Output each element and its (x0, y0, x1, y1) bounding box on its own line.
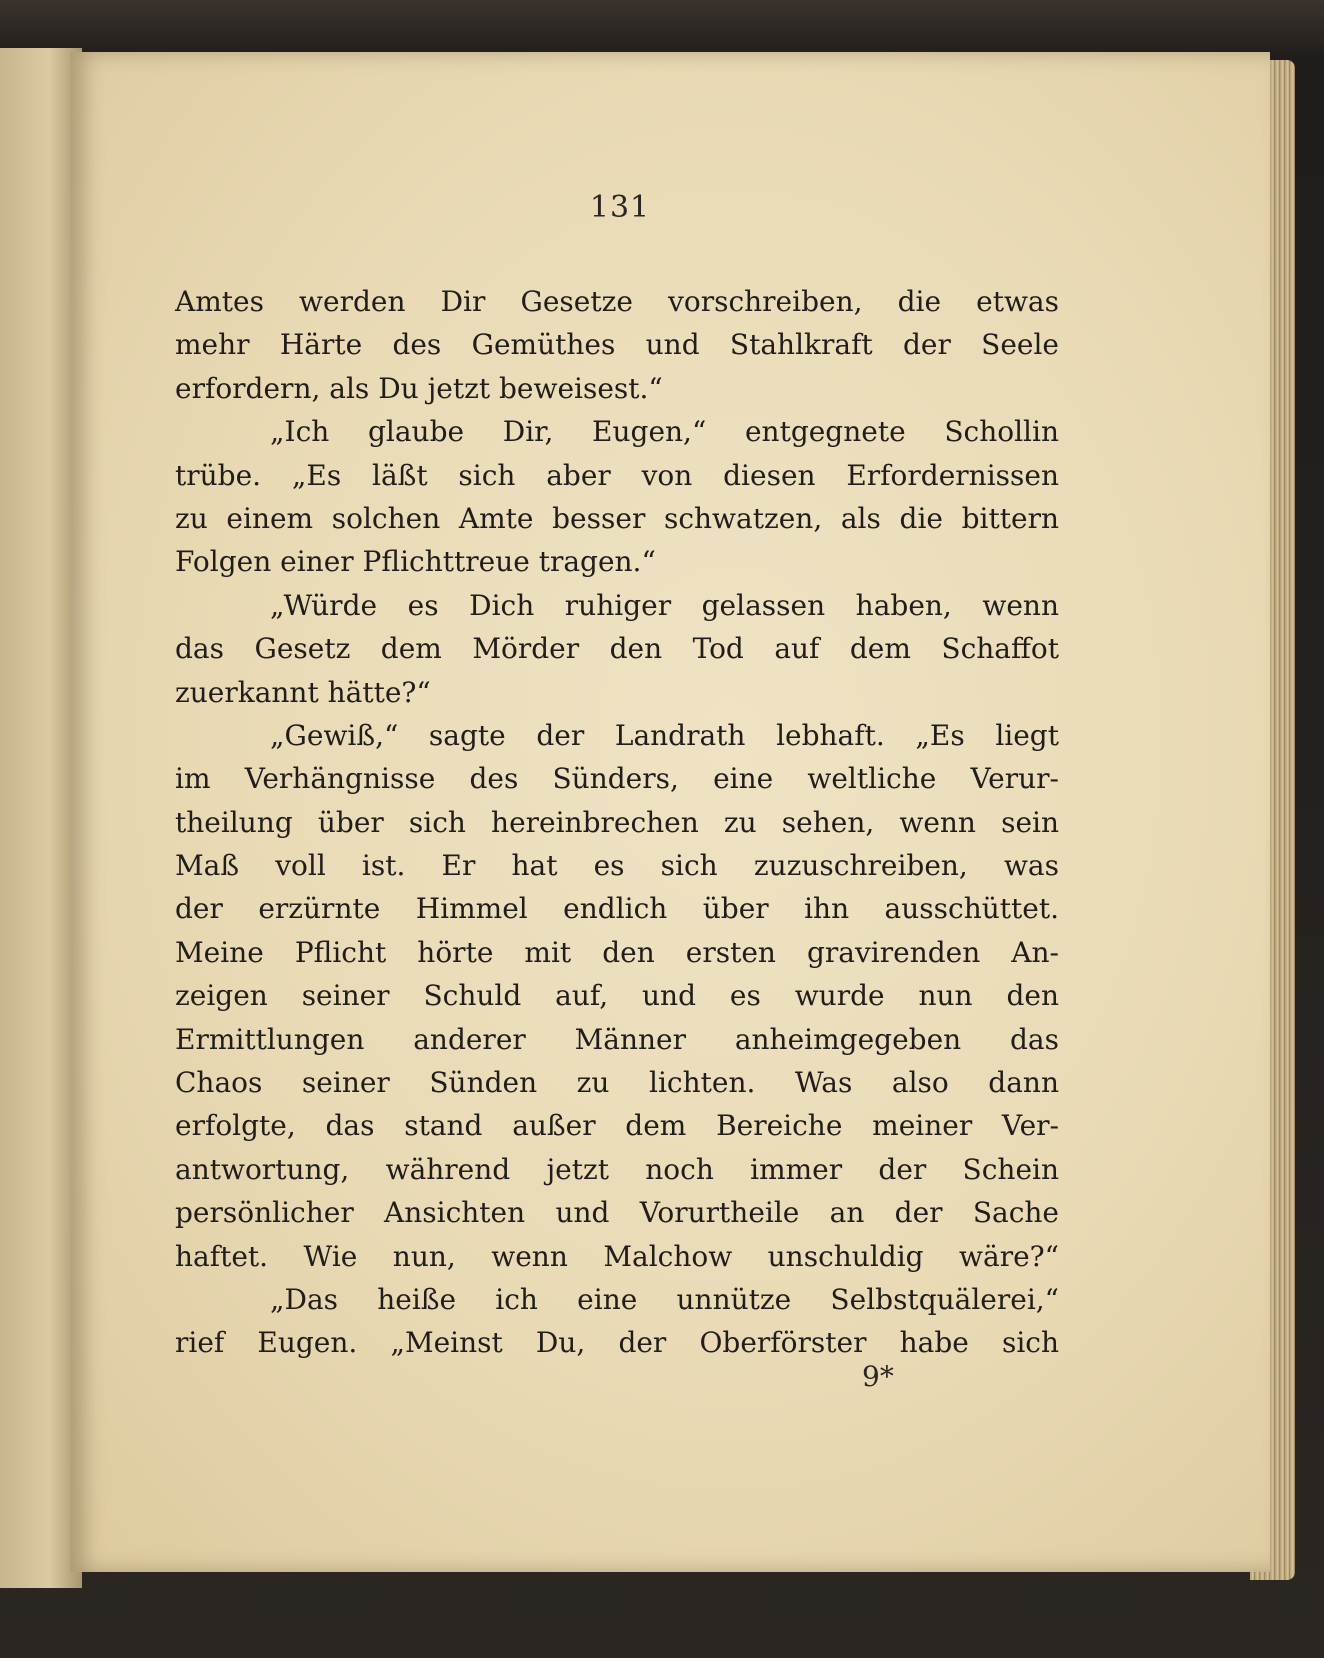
text-line: der erzürnte Himmel endlich über ihn ausschüttet. (175, 892, 1059, 926)
text-line: „Das heiße ich eine unnütze Selbstquälerei,“ (270, 1282, 1059, 1316)
text-line: zeigen seiner Schuld auf, und es wurde nun den (175, 979, 1059, 1013)
text-line: trübe. „Es läßt sich aber von diesen Erfordernissen (175, 458, 1059, 492)
signature-mark: 9* (862, 1360, 894, 1393)
body-text (175, 280, 1059, 1365)
text-line: rief Eugen. „Meinst Du, der Oberförster habe sich (175, 1326, 1059, 1360)
text-line: theilung über sich hereinbrechen zu sehen, wenn sein (175, 805, 1059, 839)
text-line: Folgen einer Pflichttreue tragen.“ (175, 545, 656, 579)
text-line: antwortung, während jetzt noch immer der Schein (175, 1152, 1059, 1186)
text-line: zu einem solchen Amte besser schwatzen, als die bittern (175, 501, 1059, 535)
page-number: 131 (589, 190, 651, 225)
text-line: mehr Härte des Gemüthes und Stahlkraft der Seele (175, 328, 1059, 362)
text-line: Ermittlungen anderer Männer anheimgegeben das (175, 1022, 1059, 1056)
text-line: erfordern, als Du jetzt beweisest.“ (175, 371, 663, 405)
text-line: haftet. Wie nun, wenn Malchow unschuldig wäre?“ (175, 1239, 1059, 1273)
text-line: „Würde es Dich ruhiger gelassen haben, wenn (270, 588, 1059, 622)
text-line: das Gesetz dem Mörder den Tod auf dem Schaffot (175, 632, 1059, 666)
text-line: Maß voll ist. Er hat es sich zuzuschreiben, was (175, 849, 1059, 883)
text-line: Amtes werden Dir Gesetze vorschreiben, die etwas (175, 285, 1059, 318)
text-line: erfolgte, das stand außer dem Bereiche meiner Ver- (175, 1109, 1059, 1143)
text-line: persönlicher Ansichten und Vorurtheile an der Sache (175, 1196, 1059, 1230)
text-line: Chaos seiner Sünden zu lichten. Was also dann (175, 1066, 1059, 1100)
text-line: im Verhängnisse des Sünders, eine weltliche Verur- (175, 762, 1059, 796)
text-line: zuerkannt hätte?“ (175, 675, 431, 709)
text-line: „Ich glaube Dir, Eugen,“ entgegnete Schollin (270, 415, 1059, 449)
text-line: „Gewiß,“ sagte der Landrath lebhaft. „Es liegt (270, 718, 1059, 752)
text-line: Meine Pflicht hörte mit den ersten gravirenden An- (175, 935, 1059, 969)
